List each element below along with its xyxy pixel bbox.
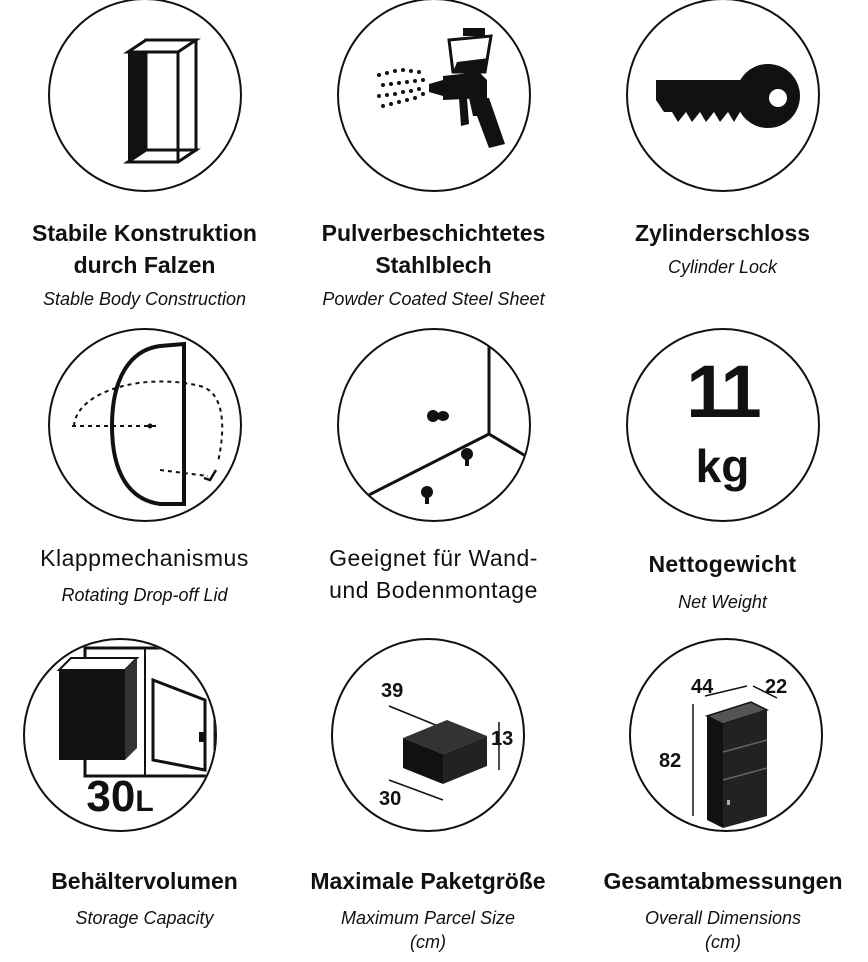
feature-overall-dimensions: [578, 638, 868, 962]
weight-unit: kg: [695, 440, 750, 492]
overall-height-label: 82: [659, 750, 682, 772]
feature-rotating-lid: [0, 328, 289, 618]
feature-title-line: Pulverbeschichtetes: [321, 220, 546, 246]
feature-title-line: Nettogewicht: [648, 551, 797, 577]
rotating-lid-icon: [48, 328, 242, 522]
feature-subtitle: Powder Coated Steel Sheet: [322, 289, 545, 309]
feature-subtitle: Rotating Drop-off Lid: [61, 585, 228, 605]
feature-storage-capacity: [0, 638, 289, 962]
feature-net-weight: [578, 328, 867, 618]
capacity-unit: L: [135, 785, 154, 818]
feature-title-line: durch Falzen: [73, 252, 216, 278]
parcel-depth-label: 30: [379, 788, 402, 810]
overall-dimensions-icon: [629, 638, 823, 832]
feature-cylinder-lock: [578, 0, 867, 320]
weight-icon: [626, 328, 820, 522]
feature-powder-coating: [289, 0, 578, 320]
parcel-length-label: 39: [381, 680, 404, 702]
wall-floor-mount-icon: [337, 328, 531, 522]
capacity-label: [25, 772, 215, 832]
feature-wall-floor-mount: [289, 328, 578, 618]
feature-subtitle: Stable Body Construction: [42, 289, 247, 309]
feature-subtitle: Cylinder Lock: [667, 257, 778, 277]
feature-title-line: Stahlblech: [375, 252, 492, 278]
feature-subtitle: Storage Capacity: [75, 908, 214, 928]
capacity-value: 30: [86, 772, 136, 821]
cabinet-frame-icon: [48, 0, 242, 192]
weight-value: 11: [686, 350, 759, 433]
feature-subtitle-unit: (cm): [410, 932, 446, 952]
overall-width-label: 44: [691, 676, 714, 698]
parcel-height-label: 13: [491, 728, 514, 750]
feature-title-line: Stabile Konstruktion: [32, 220, 257, 246]
parcel-size-icon: [331, 638, 525, 832]
feature-title-line: Gesamtabmessungen: [603, 868, 843, 894]
feature-title-line: Klappmechanismus: [40, 545, 249, 571]
feature-title-line: Zylinderschloss: [634, 220, 811, 246]
feature-subtitle: Maximum Parcel Size: [340, 908, 516, 928]
feature-subtitle-unit: (cm): [705, 932, 741, 952]
feature-subtitle: Overall Dimensions: [644, 908, 802, 928]
feature-title-line: Behältervolumen: [51, 868, 238, 894]
feature-title-line: Maximale Paketgröße: [310, 868, 546, 894]
key-icon: [626, 0, 820, 192]
spray-gun-icon: [337, 0, 531, 192]
feature-title-line: Geeignet für Wand-: [329, 545, 538, 571]
feature-subtitle: Net Weight: [678, 592, 767, 612]
feature-title-line: und Bodenmontage: [329, 577, 538, 603]
feature-construction: [0, 0, 289, 320]
feature-parcel-size: [278, 638, 578, 962]
storage-capacity-icon: [23, 638, 217, 832]
overall-depth-label: 22: [765, 676, 788, 698]
